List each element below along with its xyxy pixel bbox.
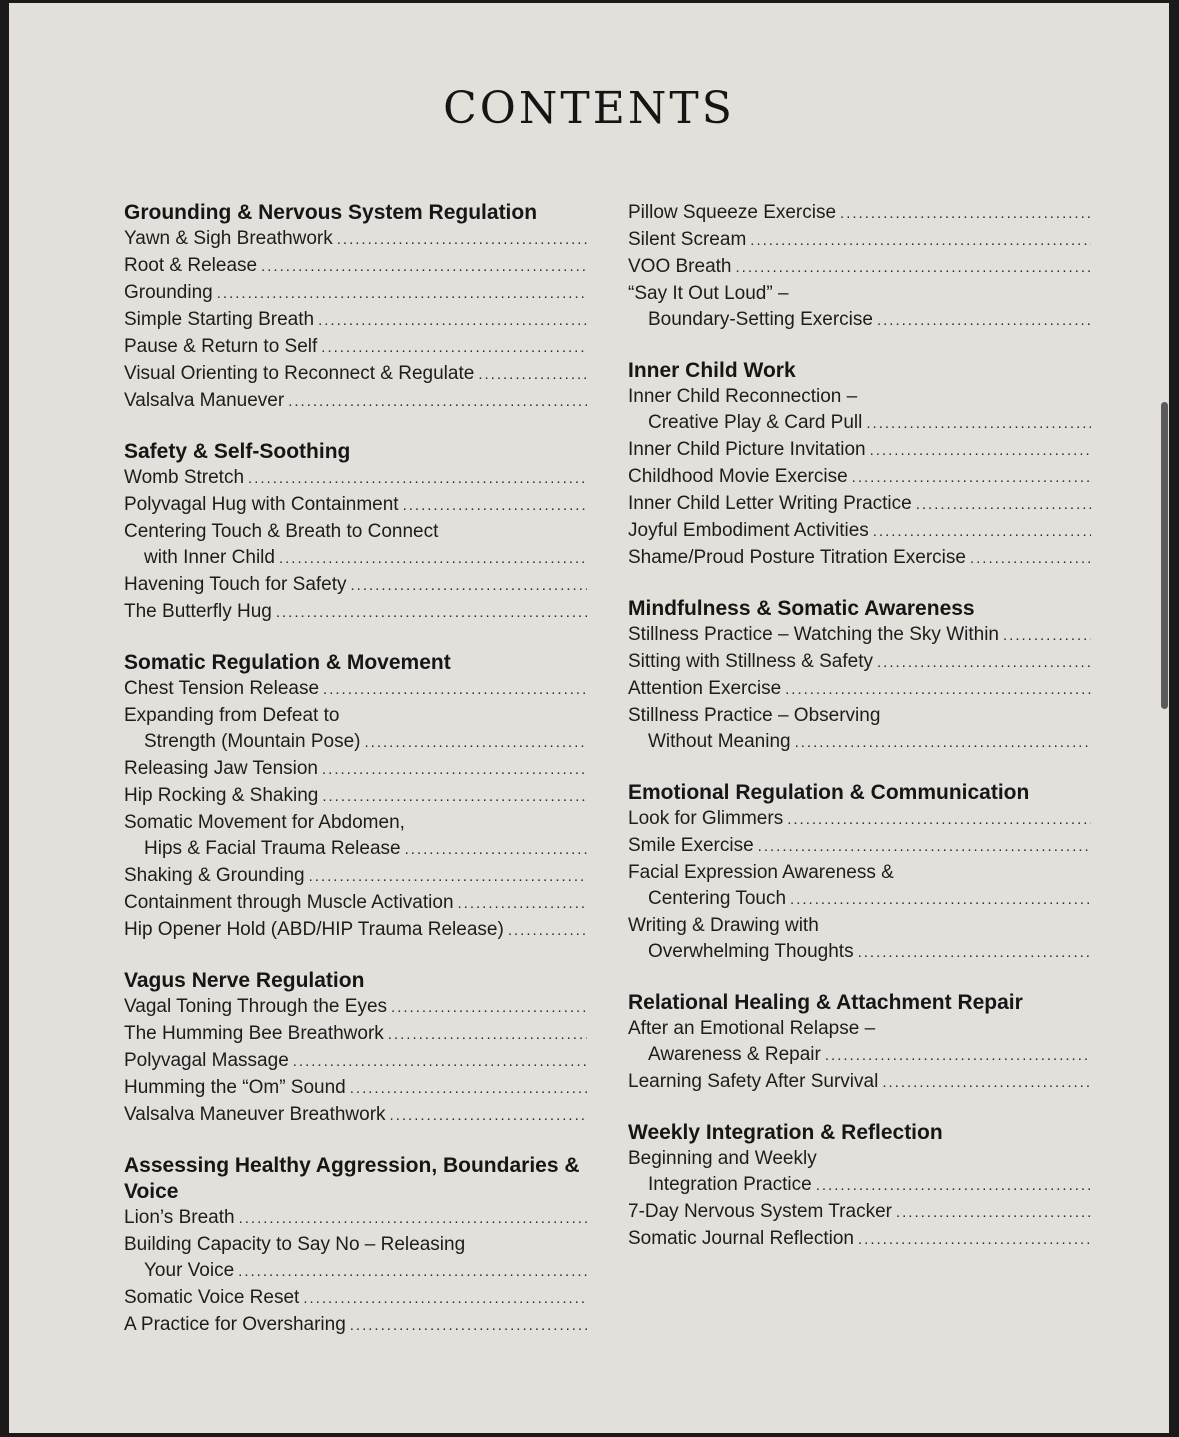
dot-leader (405, 837, 587, 863)
toc-entry[interactable] (628, 437, 1091, 464)
toc-section (124, 650, 587, 944)
entry-lead-text: Centering Touch & Breath to Connect (124, 521, 439, 542)
section-title: Assessing Healthy Aggression, Boundaries & Voice (124, 1154, 580, 1203)
toc-entry[interactable] (124, 1312, 587, 1339)
dot-leader (896, 1200, 1091, 1226)
entry-text: Sitting with Stillness & Safety (628, 651, 873, 672)
entry-text: Boundary-Setting Exercise (648, 309, 873, 330)
toc-entry[interactable] (124, 676, 587, 703)
entry-text: Polyvagal Massage (124, 1050, 289, 1071)
entry-lead-text: Inner Child Reconnection – (628, 386, 858, 407)
toc-entry[interactable] (628, 254, 1091, 281)
dot-leader (238, 1259, 587, 1285)
toc-entry[interactable] (124, 783, 587, 810)
entry-text: Pillow Squeeze Exercise (628, 202, 837, 223)
vertical-scrollbar[interactable] (1161, 402, 1168, 709)
toc-entry[interactable] (628, 281, 1091, 334)
toc-section (124, 439, 587, 626)
toc-section (124, 968, 587, 1129)
entry-text: Containment through Muscle Activation (124, 892, 454, 913)
toc-section (124, 200, 587, 415)
dot-leader (508, 918, 587, 944)
toc-entry[interactable] (124, 810, 587, 863)
toc-entry[interactable] (124, 917, 587, 944)
toc-entry[interactable] (124, 703, 587, 756)
toc-entry[interactable] (124, 1048, 587, 1075)
entry-text: Silent Scream (628, 229, 747, 250)
entry-text: Awareness & Repair (648, 1044, 821, 1065)
entry-text: Root & Release (124, 255, 258, 276)
book-page (9, 3, 1169, 1433)
section-title: Mindfulness & Somatic Awareness (628, 597, 975, 620)
toc-entry[interactable] (124, 863, 587, 890)
entry-lead-text: Expanding from Defeat to (124, 705, 340, 726)
toc-left-column (124, 200, 587, 1339)
toc-entry[interactable] (124, 572, 587, 599)
toc-entry[interactable] (628, 1226, 1091, 1253)
toc-entry[interactable] (628, 676, 1091, 703)
entry-text: Yawn & Sigh Breathwork (124, 228, 333, 249)
dot-leader (276, 600, 587, 626)
dot-leader (337, 227, 587, 253)
toc-section (124, 1153, 587, 1339)
dot-leader (858, 1227, 1091, 1253)
entry-lead-text: Facial Expression Awareness & (628, 862, 894, 883)
entry-text: Hip Rocking & Shaking (124, 785, 319, 806)
entry-text: Smile Exercise (628, 835, 754, 856)
section-title: Vagus Nerve Regulation (124, 969, 365, 992)
entry-text: Simple Starting Breath (124, 309, 315, 330)
dot-leader (217, 281, 587, 307)
entry-text: Lion’s Breath (124, 1207, 235, 1228)
entry-text: Overwhelming Thoughts (648, 941, 854, 962)
toc-entry[interactable] (628, 649, 1091, 676)
dot-leader (877, 308, 1091, 334)
toc-section (628, 596, 1091, 756)
entry-text: A Practice for Oversharing (124, 1314, 346, 1335)
dot-leader (351, 573, 587, 599)
toc-entry[interactable] (124, 1075, 587, 1102)
entry-text: with Inner Child (144, 547, 275, 568)
toc-entry[interactable] (124, 280, 587, 307)
toc-entry[interactable] (628, 860, 1091, 913)
entry-text: Releasing Jaw Tension (124, 758, 318, 779)
dot-leader (261, 254, 587, 280)
entry-text: Valsalva Maneuver Breathwork (124, 1104, 386, 1125)
section-title: Relational Healing & Attachment Repair (628, 991, 1023, 1014)
toc-entry[interactable] (628, 1199, 1091, 1226)
toc-entry[interactable] (628, 227, 1091, 254)
entry-text: Strength (Mountain Pose) (144, 731, 361, 752)
toc-entry[interactable] (124, 361, 587, 388)
toc-entry[interactable] (124, 492, 587, 519)
entry-text: Centering Touch (648, 888, 787, 909)
dot-leader (458, 891, 587, 917)
toc-section (628, 200, 1091, 334)
entry-text: Somatic Journal Reflection (628, 1228, 854, 1249)
dot-leader (736, 255, 1092, 281)
toc-entry[interactable] (628, 464, 1091, 491)
dot-leader (787, 807, 1091, 833)
toc-entry[interactable] (124, 334, 587, 361)
entry-text: Inner Child Picture Invitation (628, 439, 866, 460)
dot-leader (816, 1173, 1091, 1199)
dot-leader (322, 784, 587, 810)
toc-entry[interactable] (124, 1102, 587, 1129)
toc-entry[interactable] (628, 703, 1091, 756)
toc-entry[interactable] (124, 307, 587, 334)
toc-entry[interactable] (628, 622, 1091, 649)
entry-text: The Butterfly Hug (124, 601, 272, 622)
dot-leader (322, 757, 587, 783)
dot-leader (403, 493, 587, 519)
toc-entry[interactable] (628, 1069, 1091, 1096)
dot-leader (840, 201, 1091, 227)
entry-text: Shaking & Grounding (124, 865, 305, 886)
entry-text: VOO Breath (628, 256, 732, 277)
dot-leader (866, 411, 1091, 437)
entry-text: Creative Play & Card Pull (648, 412, 863, 433)
toc-section (628, 358, 1091, 572)
entry-text: Havening Touch for Safety (124, 574, 347, 595)
entry-text: Chest Tension Release (124, 678, 320, 699)
entry-text: Inner Child Letter Writing Practice (628, 493, 912, 514)
toc-entry[interactable] (628, 545, 1091, 572)
toc-entry[interactable] (124, 465, 587, 492)
dot-leader (1003, 623, 1091, 649)
dot-leader (825, 1043, 1091, 1069)
dot-leader (365, 730, 587, 756)
entry-text: Valsalva Manuever (124, 390, 285, 411)
entry-text: The Humming Bee Breathwork (124, 1023, 384, 1044)
dot-leader (350, 1313, 587, 1339)
dot-leader (239, 1206, 587, 1232)
section-title: Grounding & Nervous System Regulation (124, 201, 538, 224)
dot-leader (758, 834, 1091, 860)
dot-leader (790, 887, 1091, 913)
entry-text: Look for Glimmers (628, 808, 784, 829)
entry-text: Childhood Movie Exercise (628, 466, 848, 487)
dot-leader (318, 308, 587, 334)
toc-entry[interactable] (124, 519, 587, 572)
toc-section (628, 990, 1091, 1096)
entry-text: Humming the “Om” Sound (124, 1077, 346, 1098)
dot-leader (350, 1076, 587, 1102)
dot-leader (288, 389, 587, 415)
section-title: Emotional Regulation & Communication (628, 781, 1030, 804)
entry-text: Visual Orienting to Reconnect & Regulate (124, 363, 475, 384)
dot-leader (323, 677, 587, 703)
dot-leader (877, 650, 1091, 676)
toc-right-column (628, 200, 1091, 1253)
entry-text: Stillness Practice – Watching the Sky Within (628, 624, 999, 645)
toc-entry[interactable] (628, 384, 1091, 437)
entry-lead-text: Writing & Drawing with (628, 915, 819, 936)
toc-entry[interactable] (124, 1232, 587, 1285)
dot-leader (882, 1070, 1091, 1096)
entry-text: Hips & Facial Trauma Release (144, 838, 401, 859)
dot-leader (478, 362, 587, 388)
dot-leader (870, 438, 1091, 464)
dot-leader (248, 466, 587, 492)
section-title: Weekly Integration & Reflection (628, 1121, 943, 1144)
entry-text: Pause & Return to Self (124, 336, 318, 357)
dot-leader (873, 519, 1091, 545)
toc-section (628, 1120, 1091, 1253)
entry-lead-text: “Say It Out Loud” – (628, 283, 789, 304)
toc-section (628, 780, 1091, 966)
toc-entry[interactable] (124, 1021, 587, 1048)
entry-text: Shame/Proud Posture Titration Exercise (628, 547, 966, 568)
entry-text: Polyvagal Hug with Containment (124, 494, 399, 515)
section-title: Somatic Regulation & Movement (124, 651, 451, 674)
toc-entry[interactable] (628, 518, 1091, 545)
dot-leader (858, 940, 1091, 966)
entry-text: Hip Opener Hold (ABD/HIP Trauma Release) (124, 919, 504, 940)
toc-entry[interactable] (628, 913, 1091, 966)
toc-entry[interactable] (124, 226, 587, 253)
dot-leader (390, 1103, 587, 1129)
dot-leader (309, 864, 587, 890)
toc-entry[interactable] (628, 1016, 1091, 1069)
dot-leader (303, 1286, 587, 1312)
entry-text: Integration Practice (648, 1174, 812, 1195)
toc-entry[interactable] (628, 833, 1091, 860)
entry-lead-text: After an Emotional Relapse – (628, 1018, 876, 1039)
dot-leader (293, 1049, 587, 1075)
dot-leader (388, 1022, 587, 1048)
dot-leader (279, 546, 587, 572)
dot-leader (785, 677, 1091, 703)
entry-text: Learning Safety After Survival (628, 1071, 879, 1092)
dot-leader (321, 335, 587, 361)
toc-entry[interactable] (124, 253, 587, 280)
entry-lead-text: Beginning and Weekly (628, 1148, 817, 1169)
dot-leader (750, 228, 1091, 254)
toc-entry[interactable] (628, 491, 1091, 518)
dot-leader (970, 546, 1091, 572)
entry-lead-text: Building Capacity to Say No – Releasing (124, 1234, 466, 1255)
entry-text: Somatic Voice Reset (124, 1287, 300, 1308)
toc-entry[interactable] (628, 806, 1091, 833)
section-title: Inner Child Work (628, 359, 796, 382)
toc-entry[interactable] (124, 1285, 587, 1312)
entry-text: Womb Stretch (124, 467, 245, 488)
toc-entry[interactable] (628, 1146, 1091, 1199)
entry-lead-text: Somatic Movement for Abdomen, (124, 812, 405, 833)
dot-leader (391, 995, 587, 1021)
dot-leader (916, 492, 1091, 518)
toc-entry[interactable] (124, 756, 587, 783)
entry-lead-text: Stillness Practice – Observing (628, 705, 881, 726)
entry-text: Joyful Embodiment Activities (628, 520, 869, 541)
toc-entry[interactable] (124, 388, 587, 415)
section-title: Safety & Self-Soothing (124, 440, 351, 463)
entry-text: Attention Exercise (628, 678, 782, 699)
toc-entry[interactable] (124, 1205, 587, 1232)
toc-entry[interactable] (124, 890, 587, 917)
toc-entry[interactable] (628, 200, 1091, 227)
entry-text: Grounding (124, 282, 213, 303)
entry-text: Without Meaning (648, 731, 791, 752)
toc-entry[interactable] (124, 599, 587, 626)
page-title: CONTENTS (443, 83, 735, 134)
entry-text: Your Voice (144, 1260, 235, 1281)
entry-text: Vagal Toning Through the Eyes (124, 996, 388, 1017)
entry-text: 7-Day Nervous System Tracker (628, 1201, 892, 1222)
dot-leader (795, 730, 1091, 756)
dot-leader (852, 465, 1091, 491)
toc-entry[interactable] (124, 994, 587, 1021)
